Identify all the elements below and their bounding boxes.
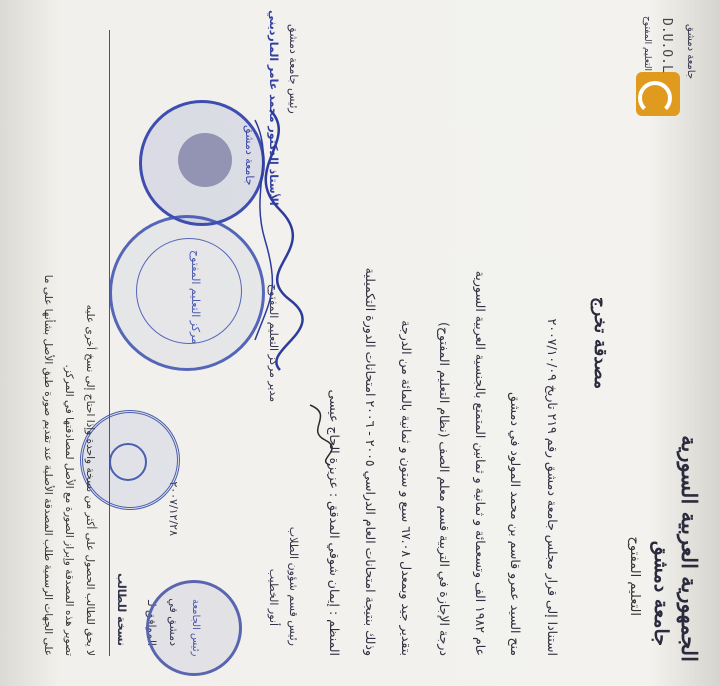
center-name: التعليم المفتوح xyxy=(627,536,642,616)
body-line-5: بتقدير جيد وبمعدل ٦٧.٠٨ سبع و ستون و ثمانية بالمائة من الدرجة xyxy=(399,320,414,656)
body-line-7: المنظم : إيمان شوقي المدقق : عزيزة الحاج عيسى xyxy=(327,389,342,656)
dean-signature xyxy=(230,100,310,380)
center-stamp-text: مركز التعليم المفتوح xyxy=(189,250,202,345)
body-line-1: استنادا إلى قرار مجلس جامعة دمشق رقم ٢١٩ تاريخ ٢٠٠٧/١٠/٠٩ xyxy=(545,318,560,656)
place-label: دمشق في xyxy=(167,598,180,646)
logo-letters: D.U.O.L xyxy=(659,18,674,73)
head-stamp-text: رئيس الجامعة xyxy=(190,599,201,657)
head-stamp xyxy=(146,580,242,676)
open-learning-logo xyxy=(612,14,696,124)
copy-label: نسخة للطالب xyxy=(115,573,128,646)
document-title: مصدقة تخرج xyxy=(590,297,610,389)
dean-name: الأستاذ الدكتور محمد عامر المارديني xyxy=(267,10,280,206)
footer-note-2: تصوير هذه المصدقة وإبراز الصورة مع الأصل لمصادقتها في المركز. xyxy=(63,364,75,656)
body-line-2: منح السيد عمرو قاسم بن محمد المولود في دمشق xyxy=(508,392,523,656)
body-line-3: عام ١٩٨٢ الف وتسعمائة و ثمانية و ثمانين المتمتع بالجنسية العربية السورية xyxy=(473,270,488,656)
head-student-affairs-label: رئيس قسم شؤون الطلاب xyxy=(287,526,300,646)
eagle-emblem-icon xyxy=(178,133,232,187)
footer-note-3: على الجهات الرسمية طلب المصدقة الأصلية عند تقديم صورة طبق الأصل بشأنها على ما xyxy=(42,274,54,656)
body-line-4: درجة الإجازة في التربية قسم معلم الصف (نظام التعليم المفتوح) xyxy=(437,322,452,656)
head-student-affairs-name: أنور الخطيب xyxy=(267,568,280,626)
country-name: الجمهورية العربية السورية xyxy=(677,435,702,662)
logo-program: التعليم المفتوح xyxy=(642,16,652,72)
auditor-signature xyxy=(300,400,340,470)
logo-university-small: جامعة دمشق xyxy=(685,24,696,80)
footer-note-1: لا يحق للطالب الحصول على أكثر من نسخة واحدة وإذا احتاج إلى نسخ أخرى عليه xyxy=(84,304,96,656)
director-label: مدير مركز التعليم المفتوح xyxy=(267,283,280,403)
university-name: جامعة دمشق xyxy=(650,540,672,646)
body-line-6: وذلك بنتيجة امتحانات العام الدراسي ٢٠٠٥ - ٢٠٠٦ امتحانات الدورة التكميلية xyxy=(363,267,378,656)
university-stamp-text: جامعة دمشق xyxy=(243,125,256,186)
footer-divider xyxy=(109,30,110,656)
equivalent-label: الموافق لـ xyxy=(145,599,158,646)
logo-badge-icon xyxy=(636,72,680,116)
issue-date: ٢٠٠٧/١٢/٢٨ xyxy=(167,481,180,536)
dean-label: رئيس جامعة دمشق xyxy=(287,24,300,114)
